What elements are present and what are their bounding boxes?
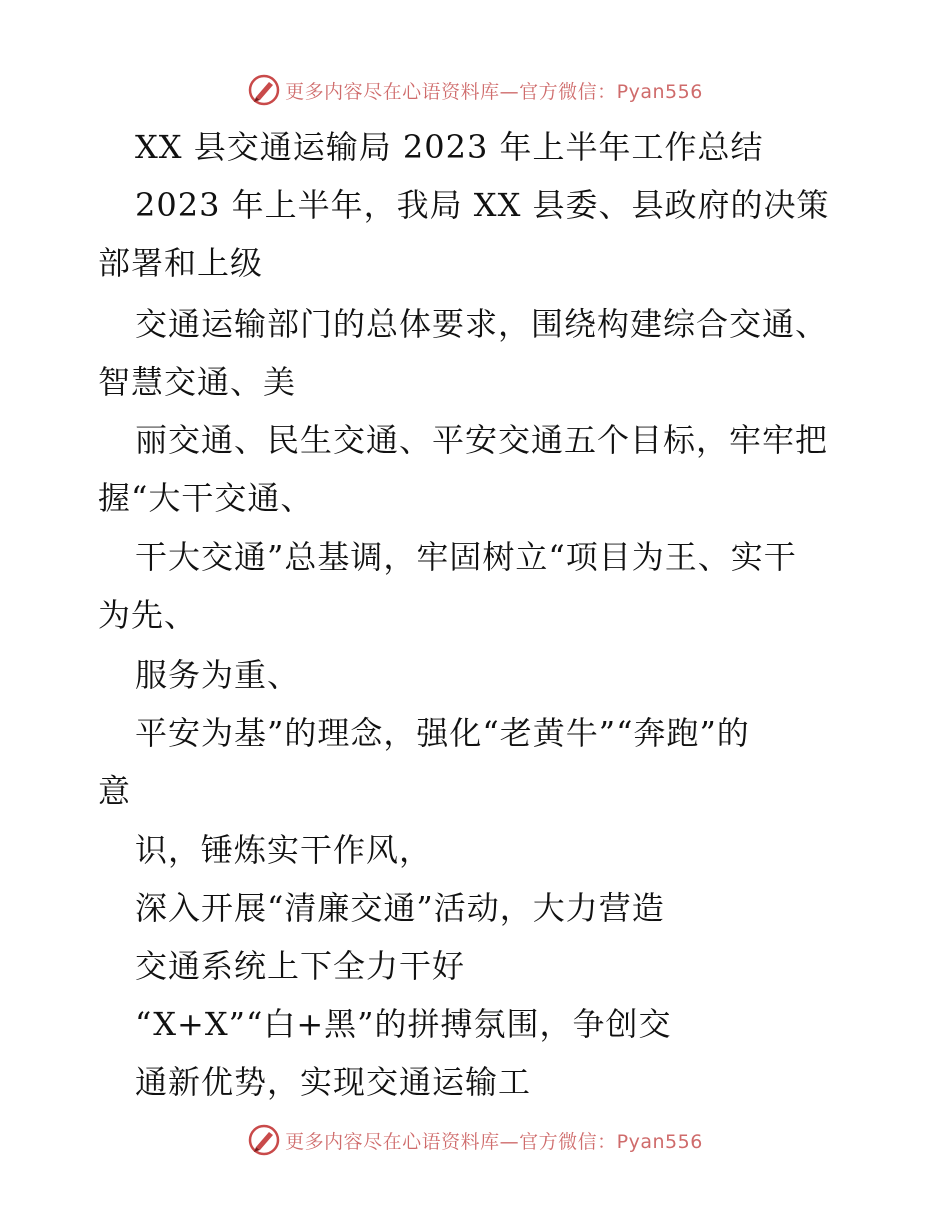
paragraph-line: 平安为基”的理念，强化“老黄牛”“奔跑”的 [135,714,750,752]
paragraph-line: 握“大干交通、 [98,479,314,517]
pen-seal-logo-icon [247,1123,281,1157]
paragraph-line: 服务为重、 [135,656,301,694]
header-watermark [0,70,950,110]
pen-seal-logo-icon [247,73,281,107]
paragraph-line: “X+X”“白+黑”的拼搏氛围，争创交 [135,1005,672,1043]
document-title: XX 县交通运输局 2023 年上半年工作总结 [135,128,764,166]
paragraph-line: 交通系统上下全力干好 [135,947,466,985]
watermark-text: 更多内容尽在心语资料库—官方微信：Pyan556 [285,80,703,103]
paragraph-line: 识，锤炼实干作风， [135,831,433,869]
watermark-text: 更多内容尽在心语资料库—官方微信：Pyan556 [285,1130,703,1153]
paragraph-line: 意 [98,772,132,810]
footer-watermark [0,1120,950,1160]
paragraph-line: 为先、 [98,596,198,634]
paragraph-line: 干大交通”总基调，牢固树立“项目为王、实干 [135,538,797,576]
paragraph-line: 丽交通、民生交通、平安交通五个目标，牢牢把 [135,421,829,459]
paragraph-line: 智慧交通、美 [98,363,297,401]
paragraph-line: 深入开展“清廉交通”活动，大力营造 [135,889,665,927]
paragraph-line: 通新优势，实现交通运输工 [135,1063,532,1101]
paragraph-line: 2023 年上半年，我局 XX 县委、县政府的决策 [135,186,830,224]
paragraph-line: 部署和上级 [98,244,264,282]
paragraph-line: 交通运输部门的总体要求，围绕构建综合交通、 [135,305,829,343]
